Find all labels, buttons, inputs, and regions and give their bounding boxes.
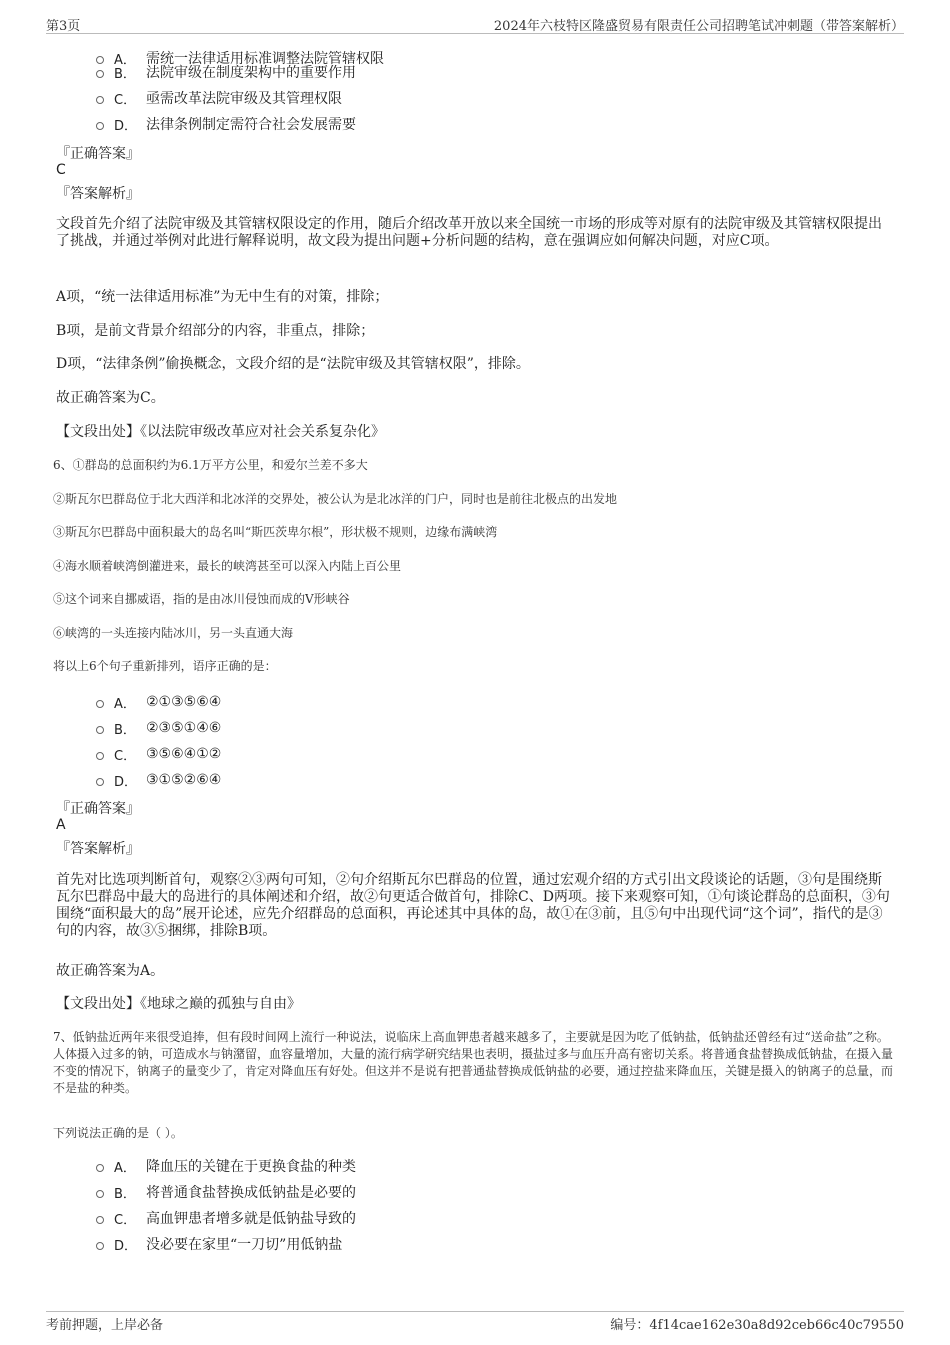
option-letter: C．	[114, 92, 137, 108]
radio-icon[interactable]	[96, 752, 104, 760]
page-number: 第3页	[46, 19, 81, 34]
q7-stem: 7、低钠盐近两年来很受追捧，但有段时间网上流行一种说法，说临床上高血钾患者越来越多了，主要就是因为吃了低钠盐，低钠盐还曾经有过“送命盐”之称。人体摄入过多的钠，可造成水与钠潴留，血容量增加，大量的流行病学研究结果也表明，摄盐过多与血压升高有密切关系。将普通食盐替换成低钠盐，在摄入量不变的情况下，钠离子的量变少了，肯定对降血压有好处。但这并不是说有把普通盐替换成低钠盐的必要，通过控盐来降血压，关键是摄入的钠离子的总量，而不是盐的种类。	[53, 1030, 894, 1095]
radio-icon[interactable]	[96, 700, 104, 708]
q6-option-b[interactable]	[96, 718, 221, 738]
q6-sentence-6: ⑥峡湾的一头连接内陆冰川，另一头直通大海	[53, 626, 294, 640]
footer-divider	[46, 1311, 904, 1312]
q5-answer-label: 『正确答案』	[56, 146, 140, 162]
q6-analysis-label: 『答案解析』	[56, 841, 140, 857]
q5-option-c[interactable]	[96, 88, 342, 108]
q5-source: 【文段出处】《以法院审级改革应对社会关系复杂化》	[56, 424, 385, 440]
q6-sentence-3: ③斯瓦尔巴群岛中面积最大的岛名叫“斯匹茨卑尔根”，形状极不规则，边缘布满峡湾	[53, 525, 498, 539]
radio-icon[interactable]	[96, 96, 104, 104]
option-letter: A．	[114, 52, 136, 68]
q7-option-d[interactable]	[96, 1234, 342, 1254]
q6-analysis-text: 首先对比选项判断首句，观察②③两句可知，②句介绍斯瓦尔巴群岛的位置，通过宏观介绍的方式引出文段谈论的话题，③句是围绕斯瓦尔巴群岛中最大的岛进行的具体阐述和介绍，故②句更适合做首句，排除C、D两项。接下来观察可知，①句谈论群岛的总面积，③句围绕“面积最大的岛”展开论述，应先介绍群岛的总面积，再论述其中具体的岛，故①在③前，且⑤句中出现代词“这个词”，指代的是③句的内容，故③⑤捆绑，排除B项。	[56, 872, 890, 939]
q7-option-a[interactable]	[96, 1156, 356, 1176]
radio-icon[interactable]	[96, 726, 104, 734]
radio-icon[interactable]	[96, 778, 104, 786]
q6-answer: A	[56, 817, 66, 833]
q5-option-b[interactable]	[96, 62, 356, 82]
option-text: ③①⑤②⑥④	[146, 772, 222, 788]
q5-analysis-text: 文段首先介绍了法院审级及其管辖权限设定的作用，随后介绍改革开放以来全国统一市场的形成等对原有的法院审级及其管辖权限提出了挑战，并通过举例对此进行解释说明，故文段为提出问题+分析问题的结构，意在强调应如何解决问题，对应C项。	[56, 216, 882, 249]
q5-answer: C	[56, 162, 66, 178]
q5-analysis-line: A项，“统一法律适用标准”为无中生有的对策，排除；	[56, 289, 389, 305]
radio-icon[interactable]	[96, 122, 104, 130]
document-title: 2024年六枝特区隆盛贸易有限责任公司招聘笔试冲刺题（带答案解析）	[493, 19, 904, 34]
q5-conclusion: 故正确答案为C。	[56, 390, 165, 406]
q6-conclusion: 故正确答案为A。	[56, 963, 165, 979]
document-id: 编号：4f14cae162e30a8d92ceb66c40c79550	[610, 1318, 904, 1333]
q6-sentence-2: ②斯瓦尔巴群岛位于北大西洋和北冰洋的交界处，被公认为是北冰洋的门户，同时也是前往北极点的出发地	[53, 492, 618, 506]
q6-option-d[interactable]	[96, 770, 221, 790]
radio-icon[interactable]	[96, 1216, 104, 1224]
q5-analysis-line: D项，“法律条例”偷换概念，文段介绍的是“法院审级及其管辖权限”，排除。	[56, 356, 530, 372]
option-text: 没必要在家里“一刀切”用低钠盐	[146, 1237, 343, 1253]
q6-source: 【文段出处】《地球之巅的孤独与自由》	[56, 996, 301, 1012]
option-letter: D．	[114, 1238, 138, 1254]
q6-option-a[interactable]	[96, 692, 221, 712]
option-letter: D．	[114, 774, 138, 790]
option-letter: A．	[114, 1160, 136, 1176]
option-text: 法院审级在制度架构中的重要作用	[146, 65, 356, 81]
q7-prompt: 下列说法正确的是（ ）。	[53, 1126, 183, 1140]
option-letter: B．	[114, 722, 136, 738]
q6-option-c[interactable]	[96, 744, 221, 764]
q6-prompt: 将以上6个句子重新排列，语序正确的是：	[53, 659, 277, 673]
q6-sentence-5: ⑤这个词来自挪威语，指的是由冰川侵蚀而成的V形峡谷	[53, 592, 350, 606]
option-letter: D．	[114, 118, 138, 134]
option-text: 降血压的关键在于更换食盐的种类	[146, 1159, 356, 1175]
q5-analysis-label: 『答案解析』	[56, 186, 140, 202]
q6-answer-label: 『正确答案』	[56, 801, 140, 817]
header-divider	[46, 33, 904, 34]
option-text: 高血钾患者增多就是低钠盐导致的	[146, 1211, 356, 1227]
footer-slogan: 考前押题，上岸必备	[46, 1318, 164, 1333]
option-text: ②③⑤①④⑥	[146, 720, 222, 736]
radio-icon[interactable]	[96, 70, 104, 78]
radio-icon[interactable]	[96, 1164, 104, 1172]
option-text: 需统一法律适用标准调整法院管辖权限	[146, 51, 384, 67]
option-text: ②①③⑤⑥④	[146, 694, 222, 710]
q5-analysis-line: B项，是前文背景介绍部分的内容，非重点，排除；	[56, 323, 375, 339]
q7-option-c[interactable]	[96, 1208, 356, 1228]
q7-option-b[interactable]	[96, 1182, 356, 1202]
radio-icon[interactable]	[96, 1190, 104, 1198]
q6-sentence-4: ④海水顺着峡湾倒灌进来，最长的峡湾甚至可以深入内陆上百公里	[53, 559, 402, 573]
option-letter: B．	[114, 1186, 136, 1202]
q6-sentence-1: 6、①群岛的总面积约为6.1万平方公里，和爱尔兰差不多大	[53, 458, 368, 472]
radio-icon[interactable]	[96, 1242, 104, 1250]
option-letter: C．	[114, 1212, 137, 1228]
q5-option-d[interactable]	[96, 114, 356, 134]
option-letter: A．	[114, 696, 136, 712]
option-letter: C．	[114, 748, 137, 764]
option-text: ③⑤⑥④①②	[146, 746, 222, 762]
option-text: 将普通食盐替换成低钠盐是必要的	[146, 1185, 356, 1201]
option-letter: B．	[114, 66, 136, 82]
option-text: 法律条例制定需符合社会发展需要	[146, 117, 356, 133]
option-text: 亟需改革法院审级及其管理权限	[146, 91, 342, 107]
